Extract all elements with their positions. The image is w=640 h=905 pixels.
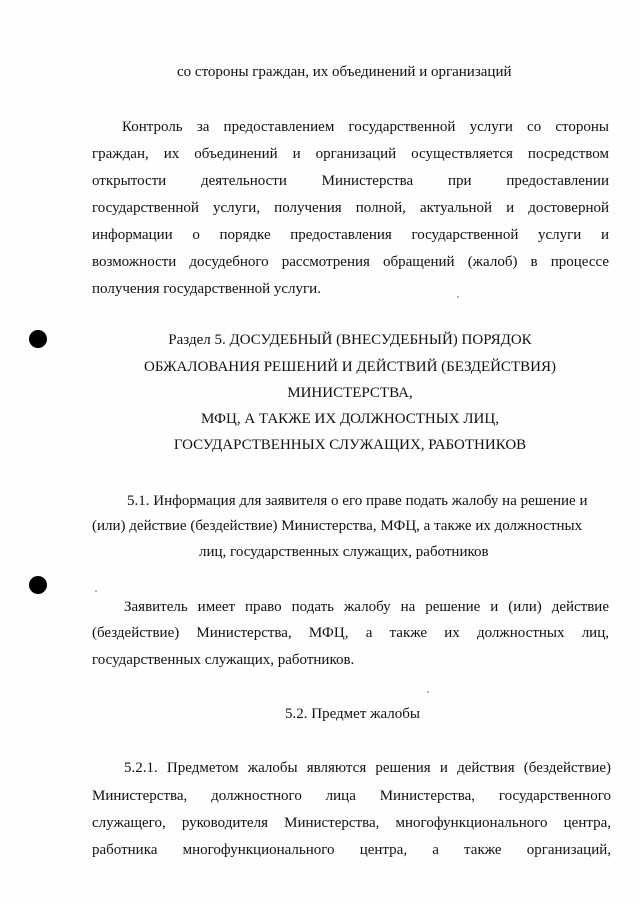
paragraph-line: служащего, руководителя Министерства, многофункционального центра, [92,815,611,831]
paragraph-line: граждан, их объединений и организаций осуществляется посредством [92,146,609,162]
paragraph-line: Министерства, должностного лица Министерства, государственного [92,788,611,804]
paragraph-line: Контроль за предоставлением государственной услуги со стороны [122,119,609,135]
paragraph-line: (бездействие) Министерства, МФЦ, а также их должностных лиц, [92,625,609,641]
paragraph-line: 5.2.1. Предметом жалобы являются решения и действия (бездействие) [124,760,611,776]
punch-hole-bottom [29,576,47,594]
subsection-title-line: (или) действие (бездействие) Министерства, МФЦ, а также их должностных [92,518,583,534]
subsection-title-line: 5.1. Информация для заявителя о его праве подать жалобу на решение и [127,493,588,509]
paragraph-line: открытости деятельности Министерства при предоставлении [92,173,609,189]
paragraph-line: государственной услуги, получения полной, актуальной и достоверной [92,200,609,216]
paragraph-line: работника многофункционального центра, а также организаций, [92,842,611,858]
paragraph-line: государственных служащих, работников. [92,652,355,668]
section-title-line: МИНИСТЕРСТВА, [287,385,413,401]
scan-speck [95,590,97,592]
subsection-title: 5.2. Предмет жалобы [285,706,420,722]
paragraph-line: информации о порядке предоставления государственной услуги и [92,227,609,243]
paragraph-line: возможности досудебного рассмотрения обращений (жалоб) в процессе [92,254,609,270]
scan-speck [427,691,429,693]
punch-hole-top [29,330,47,348]
section-title-line: ОБЖАЛОВАНИЯ РЕШЕНИЙ И ДЕЙСТВИЙ (БЕЗДЕЙСТВИЯ) [144,359,556,375]
paragraph-line: Заявитель имеет право подать жалобу на решение и (или) действие [124,599,609,615]
subsection-title-line: лиц, государственных служащих, работников [199,544,489,560]
section-title-line: Раздел 5. ДОСУДЕБНЫЙ (ВНЕСУДЕБНЫЙ) ПОРЯДОК [168,332,532,348]
header-line: со стороны граждан, их объединений и организаций [177,64,512,80]
section-title-line: ГОСУДАРСТВЕННЫХ СЛУЖАЩИХ, РАБОТНИКОВ [173,437,527,453]
section-title-line: МФЦ, А ТАКЖЕ ИХ ДОЛЖНОСТНЫХ ЛИЦ, [201,411,499,427]
paragraph-line: получения государственной услуги. [92,281,321,297]
